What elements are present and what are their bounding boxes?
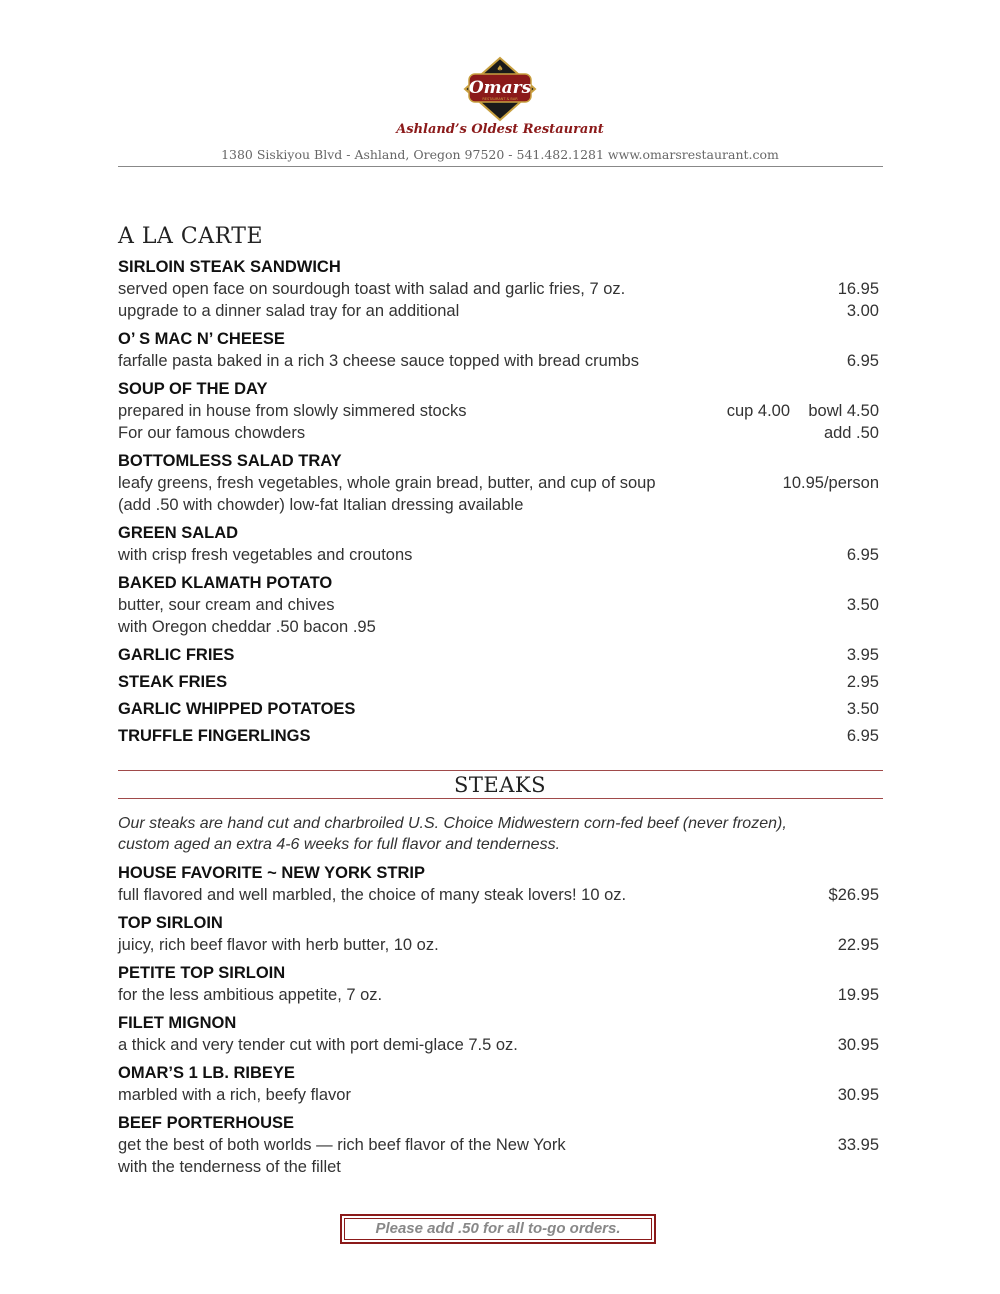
menu-item-price: 10.95/person: [782, 474, 879, 492]
menu-item-price: 6.95: [846, 546, 879, 564]
menu-item-line: [118, 422, 879, 444]
menu-item-description: marbled with a rich, beefy flavor: [118, 1086, 351, 1104]
address-line: 1380 Siskiyou Blvd - Ashland, Oregon 97520 - 541.482.1281 www.omarsrestaurant.com: [221, 147, 779, 162]
omars-logo: [463, 56, 537, 122]
menu-item: [118, 378, 879, 444]
menu-item-description: a thick and very tender cut with port demi-glace 7.5 oz.: [118, 1036, 518, 1054]
menu-item-line: [118, 350, 879, 372]
menu-item-price: 19.95: [837, 986, 879, 1004]
menu-item: [118, 1012, 879, 1056]
menu-item: [118, 256, 879, 322]
menu-item-description: For our famous chowders: [118, 424, 306, 442]
menu-item-line: [118, 984, 879, 1006]
menu-item-line: [118, 884, 879, 906]
menu-item: [118, 1062, 879, 1106]
menu-item: [118, 328, 879, 372]
togo-notice-box: [340, 1214, 656, 1244]
menu-item-description: for the less ambitious appetite, 7 oz.: [118, 986, 383, 1004]
menu-item: [118, 572, 879, 638]
menu-item-line: [118, 1084, 879, 1106]
side-item-name: TRUFFLE FINGERLINGS: [118, 727, 311, 745]
side-item-price: 3.95: [846, 646, 879, 664]
menu-item-price: 30.95: [837, 1086, 879, 1104]
menu-item-description: served open face on sourdough toast with salad and garlic fries, 7 oz.: [118, 280, 626, 298]
side-item-name: STEAK FRIES: [118, 673, 228, 691]
steaks-rule-bottom: [118, 798, 883, 799]
menu-item-line: [118, 616, 879, 638]
menu-item-price: 3.50: [846, 596, 879, 614]
menu-item-price: add .50: [823, 424, 879, 442]
menu-item-line: [118, 400, 879, 422]
menu-item-name: TOP SIRLOIN: [118, 914, 223, 932]
menu-item-price: 6.95: [846, 352, 879, 370]
menu-item-price: 22.95: [837, 936, 879, 954]
menu-item-line: [118, 934, 879, 956]
menu-item-line: [118, 1034, 879, 1056]
steaks-list: [118, 862, 879, 1184]
menu-item-description: with the tenderness of the fillet: [118, 1158, 341, 1176]
side-item: [118, 725, 879, 747]
side-item: [118, 644, 879, 666]
menu-item: [118, 862, 879, 906]
menu-item-name: O’ S MAC N’ CHEESE: [118, 330, 285, 348]
menu-item-name: OMAR’S 1 LB. RIBEYE: [118, 1064, 295, 1082]
menu-item-name: SOUP OF THE DAY: [118, 380, 268, 398]
menu-item-name: SIRLOIN STEAK SANDWICH: [118, 258, 341, 276]
menu-item-line: [118, 278, 879, 300]
steaks-rule-top: [118, 770, 883, 771]
logo-subtext: RESTAURANT & BAR: [482, 97, 518, 101]
menu-item-price: cup 4.00 bowl 4.50: [726, 402, 879, 420]
menu-item: [118, 1112, 879, 1178]
menu-item-line: [118, 472, 879, 494]
menu-item-line: [118, 1134, 879, 1156]
steaks-intro-line-2: custom aged an extra 4-6 weeks for full flavor and tenderness.: [118, 836, 561, 853]
menu-item-price: 33.95: [837, 1136, 879, 1154]
section-title-steaks: STEAKS: [454, 773, 546, 797]
menu-item-price: $26.95: [828, 886, 879, 904]
menu-item-description: farfalle pasta baked in a rich 3 cheese sauce topped with bread crumbs: [118, 352, 639, 370]
menu-item: [118, 522, 879, 566]
menu-item-name: PETITE TOP SIRLOIN: [118, 964, 286, 982]
menu-item-line: [118, 300, 879, 322]
side-item-price: 2.95: [846, 673, 879, 691]
menu-item-price: 30.95: [837, 1036, 879, 1054]
header-divider: [118, 166, 883, 167]
menu-item-name: BOTTOMLESS SALAD TRAY: [118, 452, 342, 470]
side-item-price: 6.95: [846, 727, 879, 745]
menu-item-line: [118, 544, 879, 566]
menu-item-description: upgrade to a dinner salad tray for an additional: [118, 302, 460, 320]
steaks-intro: [118, 813, 879, 855]
menu-item-line: [118, 494, 879, 516]
svg-text:♠: ♠: [496, 64, 504, 73]
menu-item-name: GREEN SALAD: [118, 524, 239, 542]
menu-item-description: juicy, rich beef flavor with herb butter, 10 oz.: [118, 936, 439, 954]
section-title-a-la-carte: A LA CARTE: [118, 224, 264, 249]
menu-item-name: BAKED KLAMATH POTATO: [118, 574, 333, 592]
menu-item: [118, 912, 879, 956]
menu-item-price: 3.00: [846, 302, 879, 320]
menu-item-price: 16.95: [837, 280, 879, 298]
side-item-price: 3.50: [846, 700, 879, 718]
menu-item-description: full flavored and well marbled, the choice of many steak lovers! 10 oz.: [118, 886, 627, 904]
logo-wordmark: Omars: [468, 78, 532, 98]
menu-item-name: BEEF PORTERHOUSE: [118, 1114, 295, 1132]
menu-item: [118, 962, 879, 1006]
menu-item-description: leafy greens, fresh vegetables, whole grain bread, butter, and cup of soup: [118, 474, 656, 492]
menu-item-description: with Oregon cheddar .50 bacon .95: [118, 618, 376, 636]
menu-item-description: prepared in house from slowly simmered stocks: [118, 402, 467, 420]
side-item-name: GARLIC WHIPPED POTATOES: [118, 700, 356, 718]
menu-item-description: get the best of both worlds — rich beef flavor of the New York: [118, 1136, 566, 1154]
menu-item-line: [118, 594, 879, 616]
menu-item-description: with crisp fresh vegetables and croutons: [118, 546, 413, 564]
menu-item-name: HOUSE FAVORITE ~ NEW YORK STRIP: [118, 864, 425, 882]
a-la-carte-list: [118, 256, 879, 752]
menu-item-name: FILET MIGNON: [118, 1014, 237, 1032]
steaks-intro-line-1: Our steaks are hand cut and charbroiled U.S. Choice Midwestern corn-fed beef (never frozen),: [118, 815, 787, 832]
menu-item: [118, 450, 879, 516]
side-item: [118, 698, 879, 720]
togo-notice: Please add .50 for all to-go orders.: [344, 1218, 652, 1240]
menu-item-description: (add .50 with chowder) low-fat Italian dressing available: [118, 496, 524, 514]
side-item-name: GARLIC FRIES: [118, 646, 235, 664]
menu-item-description: butter, sour cream and chives: [118, 596, 335, 614]
tagline: Ashland’s Oldest Restaurant: [396, 122, 604, 137]
side-item: [118, 671, 879, 693]
menu-item-line: [118, 1156, 879, 1178]
